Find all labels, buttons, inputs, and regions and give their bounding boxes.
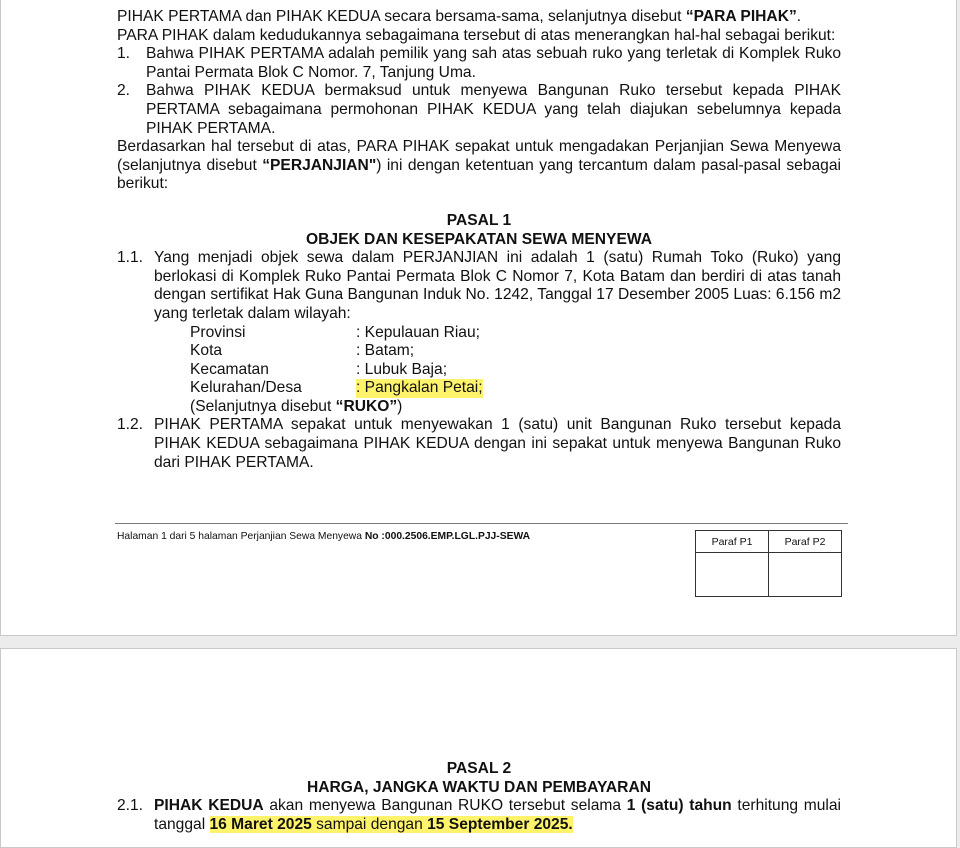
clause-1-1: 1.1. Yang menjadi objek sewa dalam PERJANJIAN ini adalah 1 (satu) Rumah Toko (Ruko) yang berlokasi di Komplek Ruko Pantai Permata Blok C Nomor 7, Kota Batam dan berdiri di atas tanah dengan sertifikat Hak Guna Bangunan Induk No. 1242, Tanggal 17 Desember 2005 Luas: 6.156 m2 yang terletak dalam wilayah: Provinsi : Kepulauan Riau; Kota : Batam; Kecamatan : Lubuk Baja; Kelurahan/Desa : Pangkalan Petai; (Selanjutnya disebut “RUKO”) bbox=[117, 249, 841, 415]
intro-paragraph: PARA PIHAK dalam kedudukannya sebagaimana tersebut di atas menerangkan hal-hal sebagai berikut: bbox=[117, 26, 836, 44]
highlighted-value: : Pangkalan Petai; bbox=[356, 379, 483, 397]
recital-item-1: 1. Bahwa PIHAK PERTAMA adalah pemilik yang sah atas sebuah ruko yang terletak di Komplek Ruko Pantai Permata Blok C Nomor. 7, Tanjung Uma. bbox=[117, 45, 841, 81]
location-row: Kelurahan/Desa : Pangkalan Petai; bbox=[190, 379, 483, 397]
page-1-content bbox=[117, 8, 841, 472]
paraf-table bbox=[695, 530, 842, 597]
intro-line: PIHAK PERTAMA dan PIHAK KEDUA secara bersama-sama, selanjutnya disebut “PARA PIHAK”. bbox=[117, 8, 802, 25]
location-row: Provinsi : Kepulauan Riau; bbox=[190, 323, 480, 341]
clause-2-1: 2.1. PIHAK KEDUA akan menyewa Bangunan RUKO tersebut selama 1 (satu) tahun terhitung mulai tanggal 16 Maret 2025 sampai dengan 15 September 2025. bbox=[117, 797, 842, 833]
location-row: Kota : Batam; bbox=[190, 342, 415, 360]
footer-divider bbox=[115, 523, 848, 524]
closing-paragraph: Berdasarkan hal tersebut di atas, PARA PIHAK sepakat untuk mengadakan Perjanjian Sewa Menyewa (selanjutnya disebut “PERJANJIAN") ini dengan ketentuan yang tercantum dalam pasal-pasal sebagai berikut: bbox=[117, 138, 841, 193]
paraf-p2-box bbox=[769, 553, 842, 597]
paraf-p2-header: Paraf P2 bbox=[769, 531, 842, 553]
para-pihak-term: “PARA PIHAK” bbox=[685, 8, 797, 25]
paraf-p1-box bbox=[696, 553, 769, 597]
document-number: No :000.2506.EMP.LGL.PJJ-SEWA bbox=[364, 531, 531, 542]
pasal-1-subtitle: OBJEK DAN KESEPAKATAN SEWA MENYEWA bbox=[306, 230, 652, 248]
document-page-2 bbox=[0, 648, 957, 848]
ruko-definition: (Selanjutnya disebut “RUKO”) bbox=[190, 397, 403, 415]
end-date: 15 September 2025. bbox=[427, 815, 573, 833]
page-footer: Halaman 1 dari 5 halaman Perjanjian Sewa Menyewa No :000.2506.EMP.LGL.PJJ-SEWA bbox=[117, 531, 531, 542]
perjanjian-term: “PERJANJIAN" bbox=[262, 156, 377, 174]
page-2-content bbox=[117, 760, 841, 834]
paraf-p1-header: Paraf P1 bbox=[696, 531, 769, 553]
pasal-2-title: PASAL 2 bbox=[446, 760, 512, 777]
clause-1-2: 1.2. PIHAK PERTAMA sepakat untuk menyewakan 1 (satu) unit Bangunan Ruko tersebut kepada PIHAK KEDUA sebagaimana PIHAK KEDUA dengan ini sepakat untuk menyewa Bangunan Ruko dari PIHAK PERTAMA. bbox=[117, 416, 841, 471]
pasal-2-subtitle: HARGA, JANGKA WAKTU DAN PEMBAYARAN bbox=[307, 778, 651, 796]
recital-item-2: 2. Bahwa PIHAK KEDUA bermaksud untuk menyewa Bangunan Ruko tersebut kepada PIHAK PERTAMA sebagaimana permohonan PIHAK KEDUA yang telah diajukan sebelumnya kepada PIHAK PERTAMA. bbox=[117, 82, 841, 137]
start-date: 16 Maret 2025 bbox=[209, 815, 312, 833]
pasal-1-title: PASAL 1 bbox=[446, 211, 512, 229]
location-row: Kecamatan : Lubuk Baja; bbox=[190, 360, 448, 378]
